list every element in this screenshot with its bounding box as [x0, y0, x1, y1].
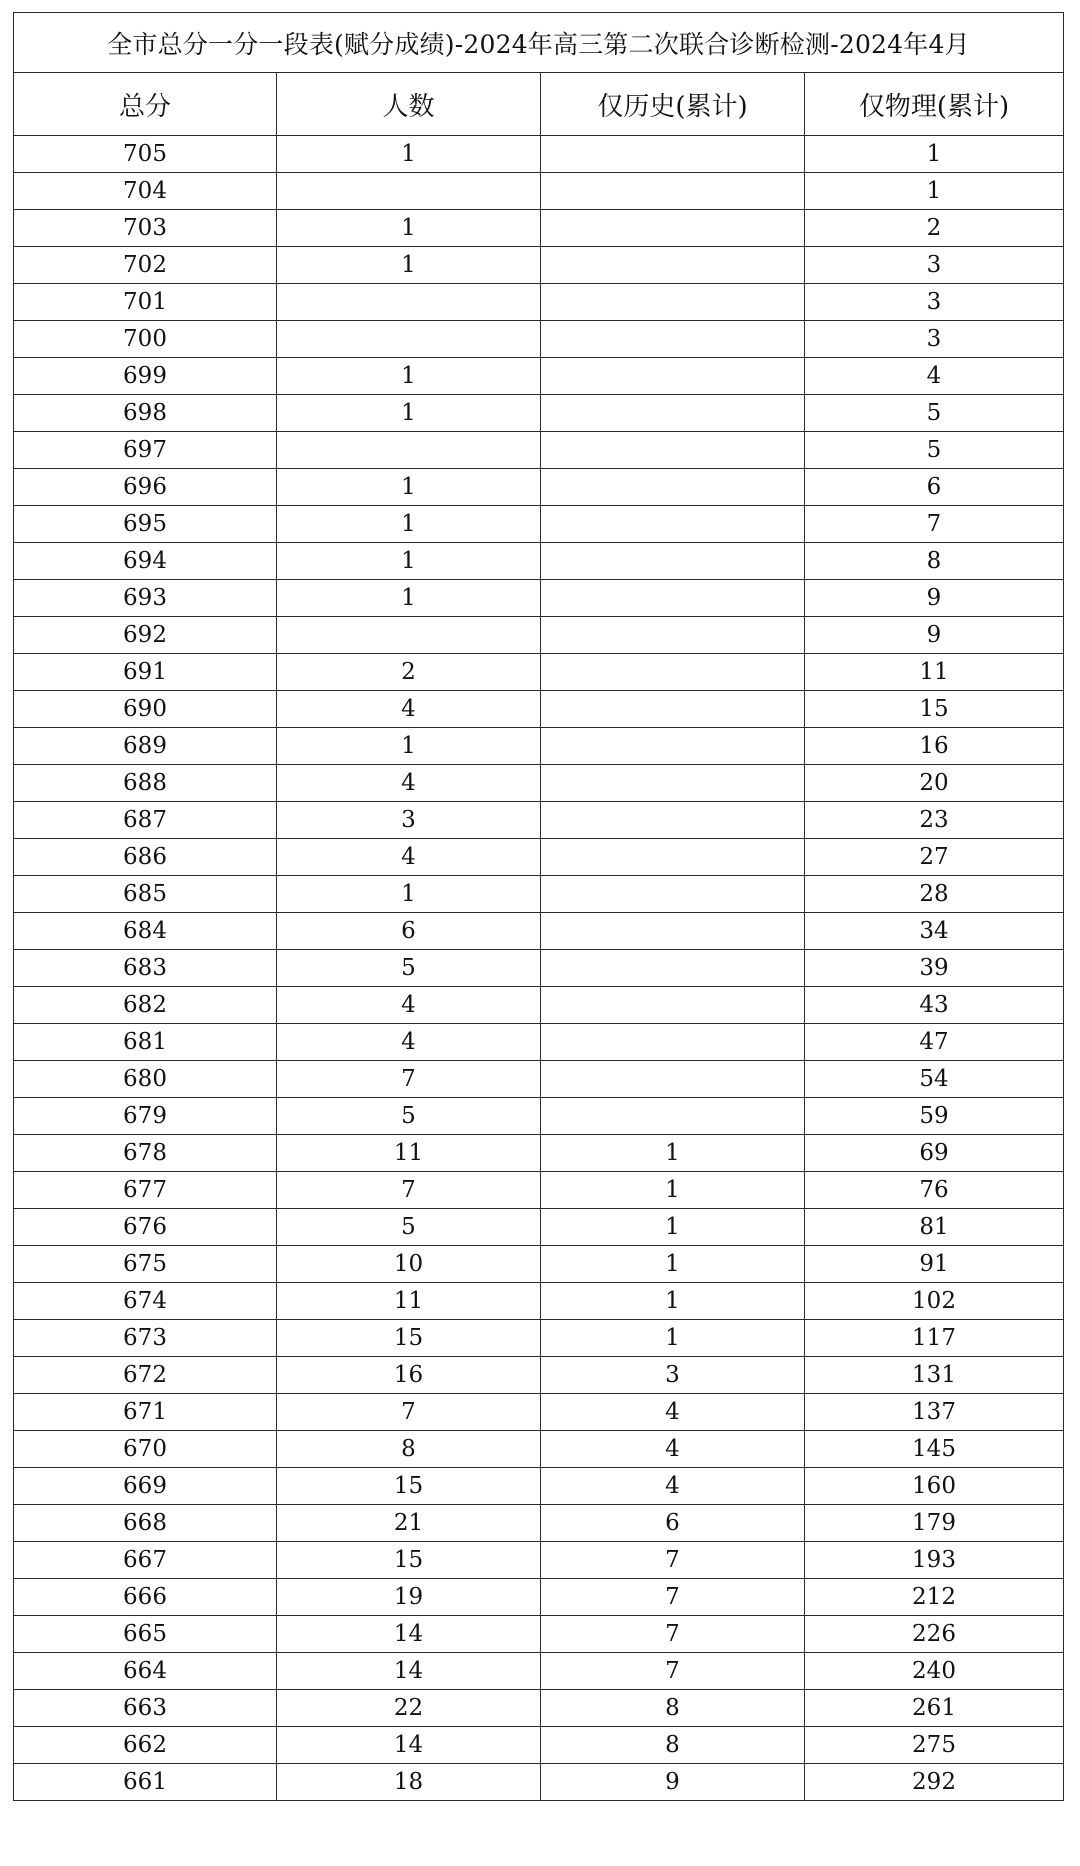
cell-history-cumulative — [541, 321, 805, 358]
cell-history-cumulative — [541, 987, 805, 1024]
header-total-score: 总分 — [14, 73, 277, 136]
cell-history-cumulative: 7 — [541, 1542, 805, 1579]
cell-physics-cumulative: 9 — [805, 580, 1064, 617]
cell-count: 11 — [277, 1283, 541, 1320]
cell-physics-cumulative: 2 — [805, 210, 1064, 247]
cell-physics-cumulative: 7 — [805, 506, 1064, 543]
table-row — [14, 321, 1064, 358]
cell-total-score: 678 — [14, 1135, 277, 1172]
table-row — [14, 1542, 1064, 1579]
cell-physics-cumulative: 76 — [805, 1172, 1064, 1209]
cell-history-cumulative — [541, 617, 805, 654]
table-row — [14, 1690, 1064, 1727]
cell-total-score: 667 — [14, 1542, 277, 1579]
cell-history-cumulative: 4 — [541, 1431, 805, 1468]
cell-count: 19 — [277, 1579, 541, 1616]
cell-history-cumulative — [541, 1098, 805, 1135]
cell-history-cumulative: 8 — [541, 1727, 805, 1764]
cell-total-score: 702 — [14, 247, 277, 284]
cell-history-cumulative: 1 — [541, 1246, 805, 1283]
cell-count: 1 — [277, 247, 541, 284]
cell-count: 14 — [277, 1653, 541, 1690]
cell-total-score: 692 — [14, 617, 277, 654]
cell-count — [277, 432, 541, 469]
cell-count — [277, 284, 541, 321]
cell-physics-cumulative: 3 — [805, 284, 1064, 321]
cell-total-score: 688 — [14, 765, 277, 802]
cell-physics-cumulative: 27 — [805, 839, 1064, 876]
cell-history-cumulative: 1 — [541, 1209, 805, 1246]
cell-count: 4 — [277, 691, 541, 728]
cell-total-score: 705 — [14, 136, 277, 173]
cell-history-cumulative — [541, 691, 805, 728]
table-row — [14, 247, 1064, 284]
cell-physics-cumulative: 5 — [805, 432, 1064, 469]
cell-history-cumulative: 7 — [541, 1653, 805, 1690]
cell-physics-cumulative: 47 — [805, 1024, 1064, 1061]
cell-count: 22 — [277, 1690, 541, 1727]
table-row — [14, 1579, 1064, 1616]
table-row — [14, 691, 1064, 728]
table-row — [14, 1098, 1064, 1135]
cell-count: 7 — [277, 1061, 541, 1098]
cell-physics-cumulative: 8 — [805, 543, 1064, 580]
cell-history-cumulative — [541, 358, 805, 395]
table-row — [14, 395, 1064, 432]
cell-physics-cumulative: 292 — [805, 1764, 1064, 1801]
cell-total-score: 677 — [14, 1172, 277, 1209]
cell-physics-cumulative: 91 — [805, 1246, 1064, 1283]
cell-total-score: 666 — [14, 1579, 277, 1616]
cell-physics-cumulative: 160 — [805, 1468, 1064, 1505]
table-row — [14, 617, 1064, 654]
table-row — [14, 1653, 1064, 1690]
cell-count: 4 — [277, 839, 541, 876]
cell-physics-cumulative: 240 — [805, 1653, 1064, 1690]
table-row — [14, 1357, 1064, 1394]
cell-count: 1 — [277, 136, 541, 173]
cell-count: 1 — [277, 876, 541, 913]
cell-total-score: 669 — [14, 1468, 277, 1505]
table-row — [14, 1061, 1064, 1098]
cell-count: 21 — [277, 1505, 541, 1542]
cell-history-cumulative — [541, 728, 805, 765]
score-distribution-sheet — [13, 12, 1063, 1801]
cell-physics-cumulative: 193 — [805, 1542, 1064, 1579]
cell-physics-cumulative: 179 — [805, 1505, 1064, 1542]
table-row — [14, 950, 1064, 987]
cell-history-cumulative — [541, 765, 805, 802]
cell-count: 14 — [277, 1616, 541, 1653]
cell-count: 18 — [277, 1764, 541, 1801]
cell-count — [277, 321, 541, 358]
title-row — [14, 13, 1064, 73]
cell-total-score: 704 — [14, 173, 277, 210]
cell-physics-cumulative: 39 — [805, 950, 1064, 987]
cell-count: 5 — [277, 950, 541, 987]
cell-total-score: 696 — [14, 469, 277, 506]
cell-physics-cumulative: 43 — [805, 987, 1064, 1024]
cell-history-cumulative: 9 — [541, 1764, 805, 1801]
table-row — [14, 802, 1064, 839]
cell-physics-cumulative: 5 — [805, 395, 1064, 432]
cell-total-score: 700 — [14, 321, 277, 358]
header-count: 人数 — [277, 73, 541, 136]
cell-history-cumulative: 8 — [541, 1690, 805, 1727]
cell-physics-cumulative: 137 — [805, 1394, 1064, 1431]
cell-total-score: 685 — [14, 876, 277, 913]
cell-total-score: 684 — [14, 913, 277, 950]
cell-history-cumulative — [541, 210, 805, 247]
cell-history-cumulative — [541, 432, 805, 469]
table-row — [14, 1764, 1064, 1801]
table-row — [14, 1394, 1064, 1431]
cell-history-cumulative — [541, 247, 805, 284]
table-row — [14, 987, 1064, 1024]
cell-total-score: 668 — [14, 1505, 277, 1542]
header-physics-cumulative: 仅物理(累计) — [805, 73, 1064, 136]
cell-count: 15 — [277, 1320, 541, 1357]
cell-physics-cumulative: 1 — [805, 173, 1064, 210]
cell-history-cumulative: 4 — [541, 1468, 805, 1505]
cell-count: 1 — [277, 469, 541, 506]
cell-physics-cumulative: 3 — [805, 321, 1064, 358]
cell-count: 6 — [277, 913, 541, 950]
cell-history-cumulative — [541, 913, 805, 950]
cell-physics-cumulative: 6 — [805, 469, 1064, 506]
cell-history-cumulative: 1 — [541, 1320, 805, 1357]
cell-count: 4 — [277, 765, 541, 802]
cell-total-score: 697 — [14, 432, 277, 469]
cell-total-score: 681 — [14, 1024, 277, 1061]
cell-history-cumulative: 1 — [541, 1172, 805, 1209]
cell-physics-cumulative: 34 — [805, 913, 1064, 950]
cell-total-score: 673 — [14, 1320, 277, 1357]
cell-total-score: 698 — [14, 395, 277, 432]
table-row — [14, 469, 1064, 506]
cell-count: 15 — [277, 1468, 541, 1505]
cell-total-score: 661 — [14, 1764, 277, 1801]
table-row — [14, 1172, 1064, 1209]
cell-total-score: 691 — [14, 654, 277, 691]
table-row — [14, 284, 1064, 321]
table-row — [14, 1283, 1064, 1320]
cell-count: 1 — [277, 580, 541, 617]
cell-total-score: 703 — [14, 210, 277, 247]
table-row — [14, 839, 1064, 876]
table-body — [14, 136, 1064, 1801]
table-row — [14, 1320, 1064, 1357]
cell-count: 4 — [277, 987, 541, 1024]
cell-total-score: 676 — [14, 1209, 277, 1246]
cell-total-score: 683 — [14, 950, 277, 987]
cell-physics-cumulative: 81 — [805, 1209, 1064, 1246]
table-row — [14, 728, 1064, 765]
cell-count: 1 — [277, 395, 541, 432]
cell-count: 10 — [277, 1246, 541, 1283]
cell-count: 1 — [277, 728, 541, 765]
cell-physics-cumulative: 28 — [805, 876, 1064, 913]
cell-physics-cumulative: 145 — [805, 1431, 1064, 1468]
cell-count: 11 — [277, 1135, 541, 1172]
cell-history-cumulative — [541, 876, 805, 913]
cell-total-score: 701 — [14, 284, 277, 321]
cell-physics-cumulative: 20 — [805, 765, 1064, 802]
cell-count: 15 — [277, 1542, 541, 1579]
cell-count: 1 — [277, 506, 541, 543]
cell-physics-cumulative: 4 — [805, 358, 1064, 395]
cell-history-cumulative — [541, 802, 805, 839]
cell-count: 8 — [277, 1431, 541, 1468]
cell-physics-cumulative: 117 — [805, 1320, 1064, 1357]
cell-physics-cumulative: 275 — [805, 1727, 1064, 1764]
cell-physics-cumulative: 261 — [805, 1690, 1064, 1727]
cell-total-score: 662 — [14, 1727, 277, 1764]
cell-history-cumulative: 7 — [541, 1616, 805, 1653]
cell-physics-cumulative: 59 — [805, 1098, 1064, 1135]
cell-history-cumulative: 4 — [541, 1394, 805, 1431]
table-row — [14, 1468, 1064, 1505]
cell-total-score: 686 — [14, 839, 277, 876]
cell-total-score: 675 — [14, 1246, 277, 1283]
cell-physics-cumulative: 69 — [805, 1135, 1064, 1172]
cell-count: 7 — [277, 1394, 541, 1431]
table-row — [14, 580, 1064, 617]
cell-history-cumulative: 1 — [541, 1135, 805, 1172]
cell-history-cumulative: 6 — [541, 1505, 805, 1542]
cell-history-cumulative: 7 — [541, 1579, 805, 1616]
table-row — [14, 765, 1064, 802]
table-row — [14, 913, 1064, 950]
cell-history-cumulative — [541, 950, 805, 987]
table-row — [14, 1616, 1064, 1653]
table-row — [14, 432, 1064, 469]
cell-physics-cumulative: 23 — [805, 802, 1064, 839]
score-table — [13, 12, 1064, 1801]
table-row — [14, 543, 1064, 580]
cell-physics-cumulative: 16 — [805, 728, 1064, 765]
cell-physics-cumulative: 226 — [805, 1616, 1064, 1653]
table-title: 全市总分一分一段表(赋分成绩)-2024年高三第二次联合诊断检测-2024年4月 — [14, 13, 1064, 73]
cell-history-cumulative — [541, 506, 805, 543]
cell-count — [277, 617, 541, 654]
cell-history-cumulative — [541, 654, 805, 691]
cell-physics-cumulative: 15 — [805, 691, 1064, 728]
cell-count: 1 — [277, 358, 541, 395]
header-row — [14, 73, 1064, 136]
table-row — [14, 1246, 1064, 1283]
cell-total-score: 690 — [14, 691, 277, 728]
cell-count: 7 — [277, 1172, 541, 1209]
cell-count: 1 — [277, 543, 541, 580]
cell-total-score: 670 — [14, 1431, 277, 1468]
cell-total-score: 665 — [14, 1616, 277, 1653]
table-row — [14, 506, 1064, 543]
cell-history-cumulative — [541, 1024, 805, 1061]
cell-total-score: 682 — [14, 987, 277, 1024]
cell-count: 5 — [277, 1098, 541, 1135]
cell-count: 2 — [277, 654, 541, 691]
cell-history-cumulative — [541, 469, 805, 506]
cell-total-score: 663 — [14, 1690, 277, 1727]
cell-history-cumulative — [541, 1061, 805, 1098]
table-row — [14, 1024, 1064, 1061]
cell-physics-cumulative: 54 — [805, 1061, 1064, 1098]
table-row — [14, 358, 1064, 395]
cell-history-cumulative: 1 — [541, 1283, 805, 1320]
cell-physics-cumulative: 212 — [805, 1579, 1064, 1616]
cell-count: 16 — [277, 1357, 541, 1394]
cell-total-score: 693 — [14, 580, 277, 617]
cell-history-cumulative — [541, 173, 805, 210]
cell-total-score: 680 — [14, 1061, 277, 1098]
cell-total-score: 699 — [14, 358, 277, 395]
table-row — [14, 1135, 1064, 1172]
cell-history-cumulative — [541, 136, 805, 173]
cell-count: 1 — [277, 210, 541, 247]
cell-count: 4 — [277, 1024, 541, 1061]
cell-total-score: 689 — [14, 728, 277, 765]
table-row — [14, 1727, 1064, 1764]
cell-history-cumulative — [541, 284, 805, 321]
cell-physics-cumulative: 3 — [805, 247, 1064, 284]
cell-count: 14 — [277, 1727, 541, 1764]
cell-total-score: 671 — [14, 1394, 277, 1431]
cell-physics-cumulative: 131 — [805, 1357, 1064, 1394]
cell-total-score: 664 — [14, 1653, 277, 1690]
table-row — [14, 1431, 1064, 1468]
cell-physics-cumulative: 102 — [805, 1283, 1064, 1320]
cell-count — [277, 173, 541, 210]
cell-history-cumulative — [541, 543, 805, 580]
cell-physics-cumulative: 11 — [805, 654, 1064, 691]
table-row — [14, 1209, 1064, 1246]
cell-history-cumulative — [541, 839, 805, 876]
table-row — [14, 173, 1064, 210]
header-history-cumulative: 仅历史(累计) — [541, 73, 805, 136]
cell-history-cumulative — [541, 395, 805, 432]
cell-history-cumulative: 3 — [541, 1357, 805, 1394]
cell-total-score: 687 — [14, 802, 277, 839]
cell-physics-cumulative: 9 — [805, 617, 1064, 654]
cell-total-score: 672 — [14, 1357, 277, 1394]
cell-count: 3 — [277, 802, 541, 839]
cell-history-cumulative — [541, 580, 805, 617]
cell-total-score: 694 — [14, 543, 277, 580]
cell-count: 5 — [277, 1209, 541, 1246]
table-row — [14, 136, 1064, 173]
table-row — [14, 210, 1064, 247]
cell-total-score: 679 — [14, 1098, 277, 1135]
table-row — [14, 876, 1064, 913]
cell-physics-cumulative: 1 — [805, 136, 1064, 173]
cell-total-score: 695 — [14, 506, 277, 543]
cell-total-score: 674 — [14, 1283, 277, 1320]
table-row — [14, 654, 1064, 691]
table-row — [14, 1505, 1064, 1542]
